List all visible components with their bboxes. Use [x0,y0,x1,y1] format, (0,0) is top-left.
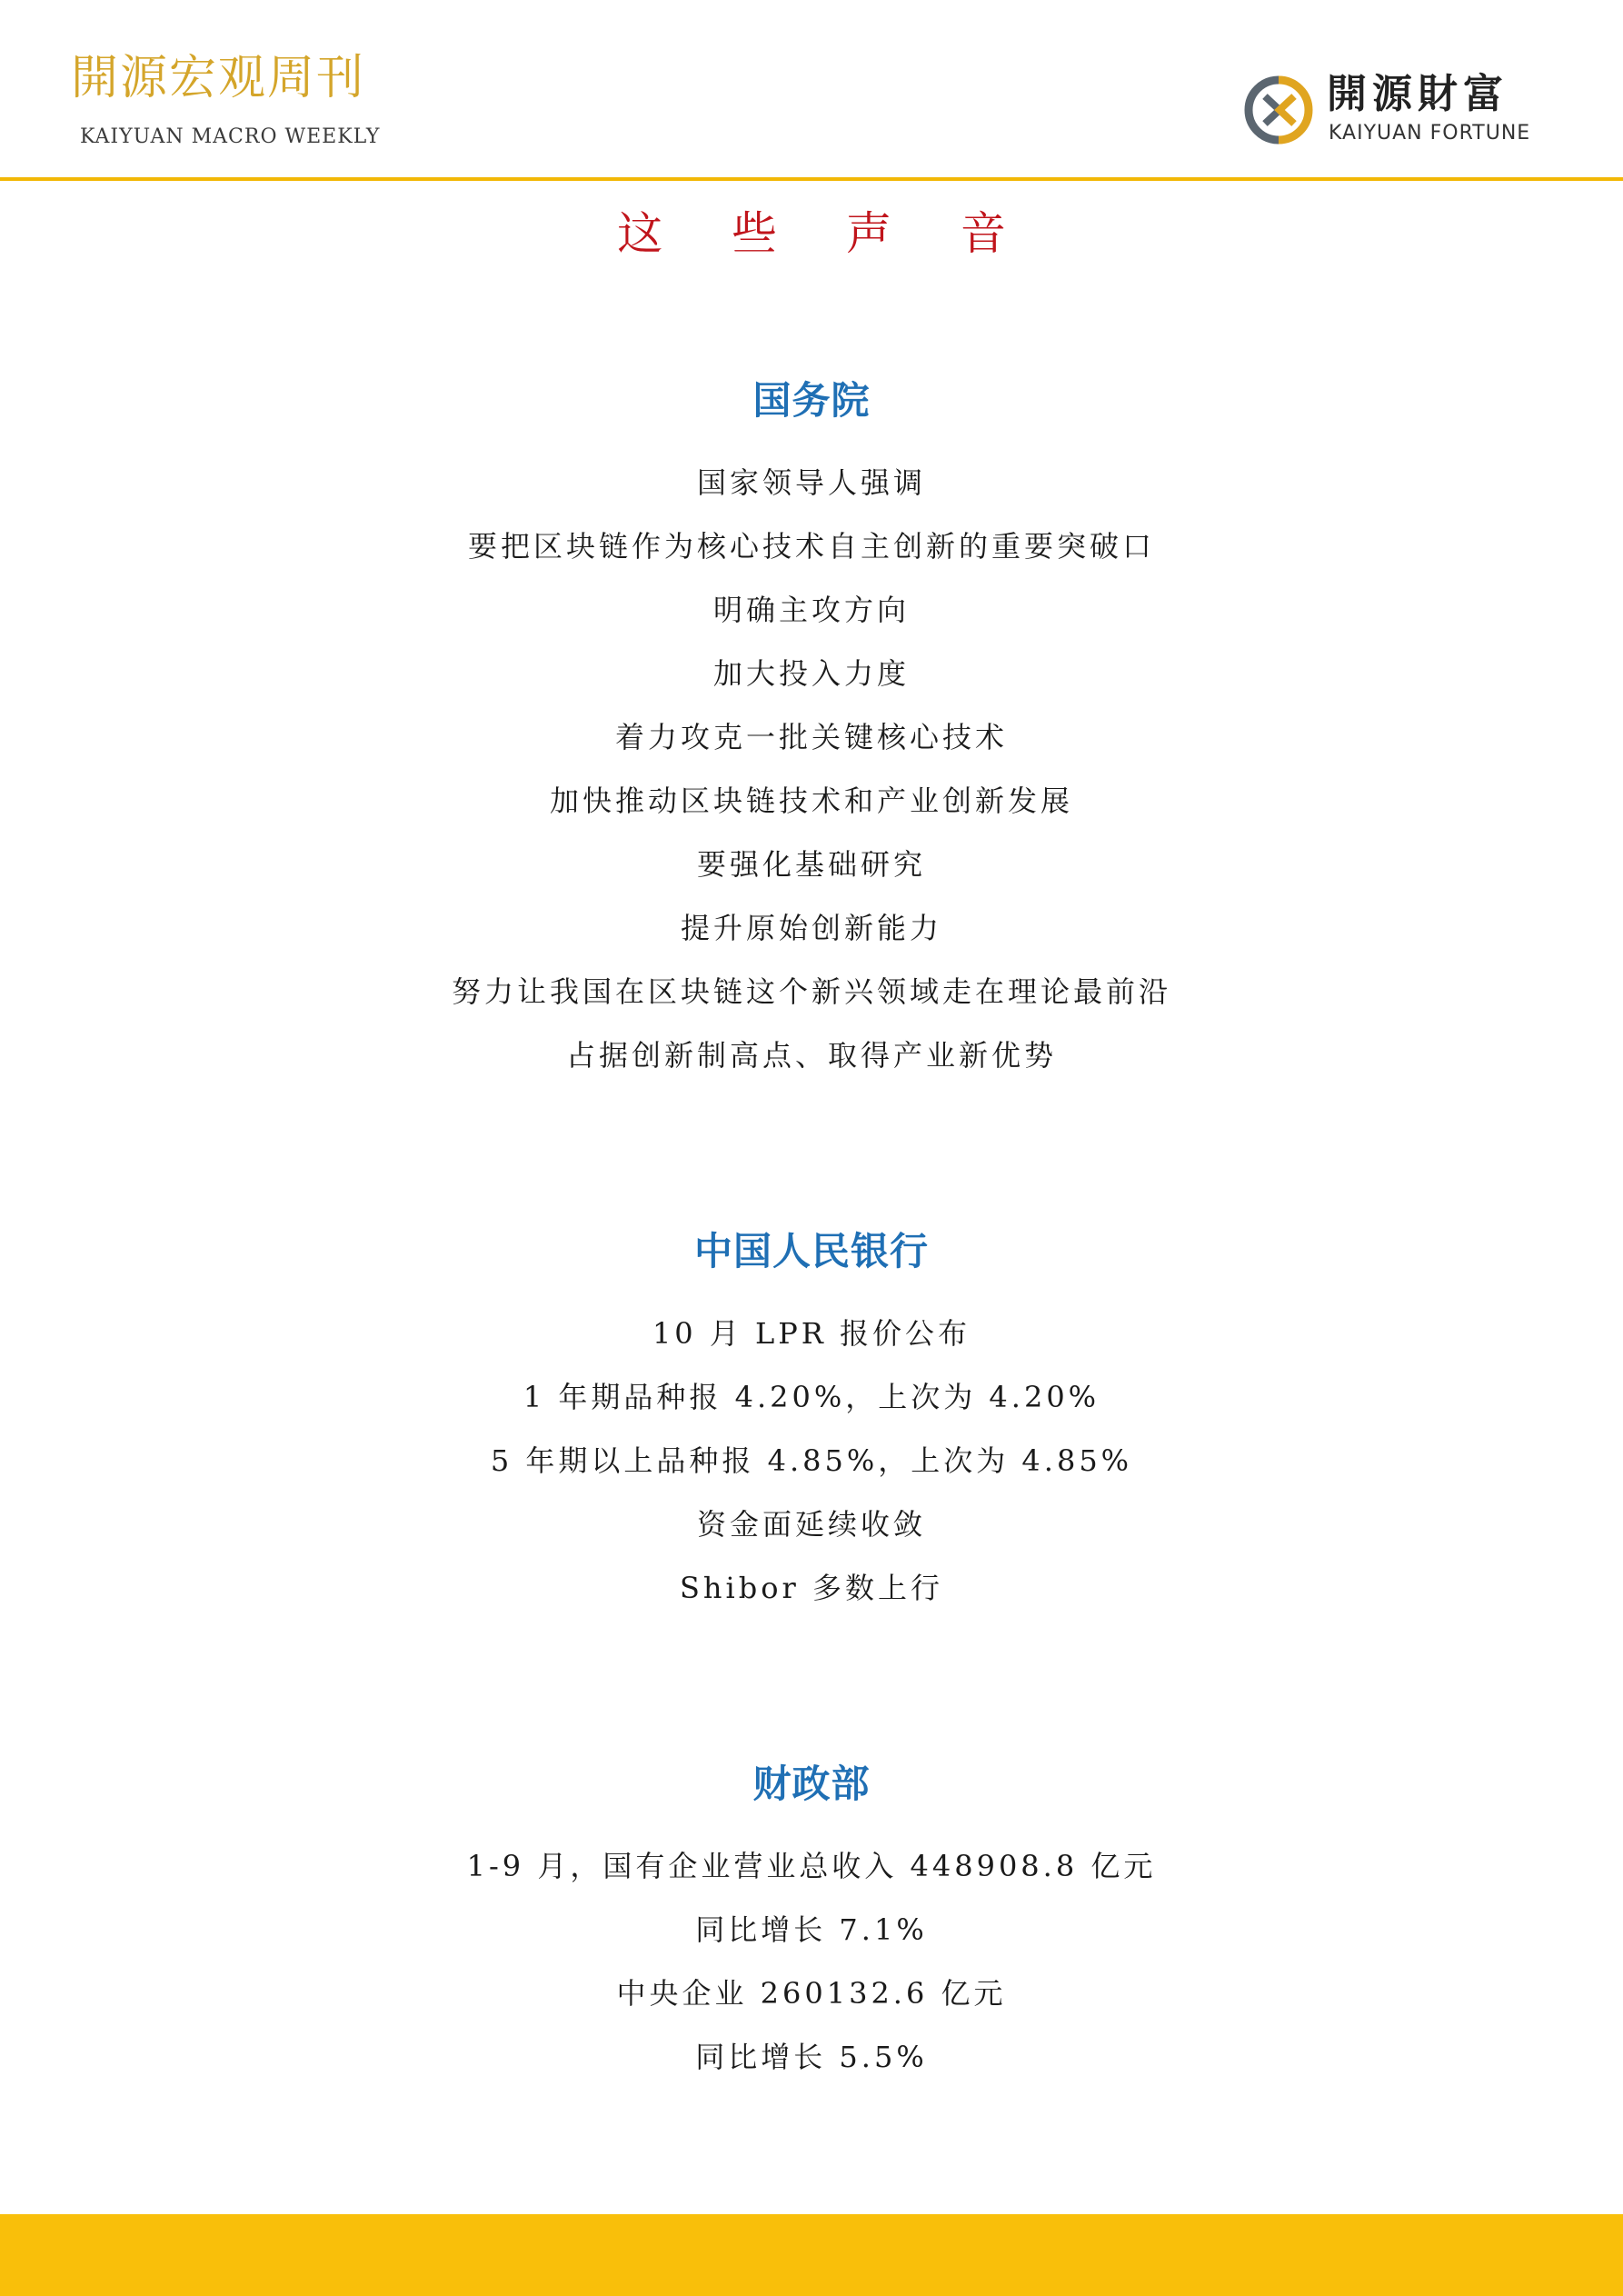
statement-item: 明确主攻方向 [712,593,910,627]
statement-item: 中央企业 260132.6 亿元 [616,1976,1007,2011]
statement-list [0,1834,1623,2089]
statement-item: 加快推动区块链技术和产业创新发展 [549,784,1073,818]
statement-item: 占据创新制高点、取得产业新优势 [565,1038,1057,1073]
statement-item: Shibor 多数上行 [680,1571,943,1605]
publication-subtitle: KAIYUAN MACRO WEEKLY [80,125,381,148]
statement-list [0,451,1623,1087]
statement-item: 同比增长 7.1% [695,1912,928,1947]
publication-title: 開源宏观周刊 [71,51,366,105]
brand-block [1243,71,1570,153]
statement-item: 5 年期以上品种报 4.85%，上次为 4.85% [490,1443,1133,1478]
section-state-council [0,378,1623,1087]
footer-bar [0,2214,1623,2296]
brand-name: 開源財富 [1327,71,1508,117]
statement-item: 努力让我国在区块链这个新兴领域走在理论最前沿 [451,974,1171,1009]
statement-item: 加大投入力度 [712,656,910,691]
statement-item: 资金面延续收敛 [696,1507,926,1542]
statement-item: 着力攻克一批关键核心技术 [614,720,1008,754]
statement-list [0,1302,1623,1620]
kaiyuan-logo-icon [1243,75,1314,145]
statement-item: 同比增长 5.5% [695,2040,928,2074]
section-title: 国务院 [752,378,871,423]
header-divider [0,177,1623,181]
statement-item: 国家领导人强调 [696,465,926,500]
statement-item: 要把区块链作为核心技术自主创新的重要突破口 [467,529,1155,564]
statement-item: 提升原始创新能力 [680,911,942,945]
section-title: 财政部 [752,1762,871,1806]
statement-item: 1-9 月，国有企业营业总收入 448908.8 亿元 [466,1849,1157,1883]
page-header [0,0,1623,182]
statement-item: 1 年期品种报 4.20%，上次为 4.20% [523,1380,1100,1414]
section-pboc [0,1229,1623,1620]
section-ministry-of-finance [0,1762,1623,2089]
brand-name-english: KAIYUAN FORTUNE [1329,122,1531,145]
statement-item: 10 月 LPR 报价公布 [652,1316,971,1351]
page-title: 这 些 声 音 [617,207,1033,260]
statement-item: 要强化基础研究 [696,847,926,882]
section-title: 中国人民银行 [693,1229,929,1273]
